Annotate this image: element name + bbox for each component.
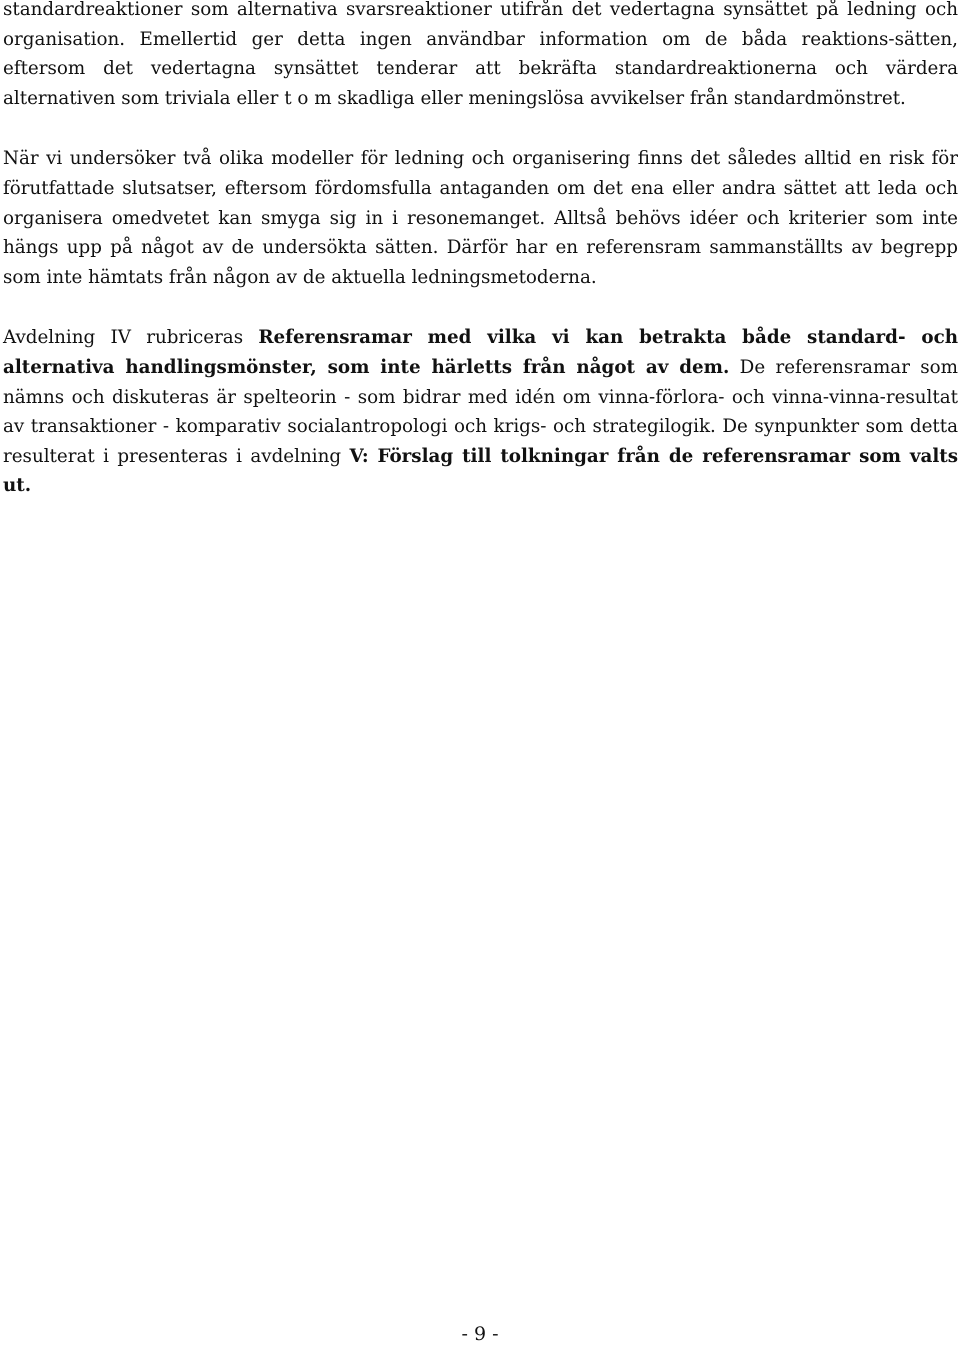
paragraph-1: standardreaktioner som alternativa svarsreaktioner utifrån det vedertagna synsättet på ledning och organisation. Emellertid ger detta ingen användbar information om de båda reaktions-sätten, eftersom det vedertagna synsättet tenderar att bekräfta standardreaktionerna och värdera alternativen som triviala eller t o m skadliga eller meningslösa avvikelser från standardmönstret. (3, 0, 958, 109)
section-v-title: V: Förslag till tolkningar från de referensramar som valts ut. (3, 445, 959, 497)
document-page (3, 0, 958, 501)
paragraph-2: När vi undersöker två olika modeller för ledning och organisering finns det således alltid en risk för förutfattade slutsatser, eftersom fördomsfulla antaganden om det ena eller andra sättet att leda och organisera omedvetet kan smyga sig in i resonemanget. Alltså behövs idéer och kriterier som inte hängs upp på något av de undersökta sätten. Därför har en referensram sammanställts av begrepp som inte hämtats från någon av de aktuella ledningsmetoderna. (3, 148, 958, 288)
paragraph-3-intro: Avdelning IV rubriceras (3, 327, 259, 349)
section-iv-title: Referensramar med vilka vi kan betrakta både standard- och alternativa handlingsmönster, som inte härletts från något av dem. (3, 327, 958, 378)
paragraph-3 (3, 323, 958, 501)
page-number: - 9 - (461, 1323, 499, 1345)
paragraph-3-body: De referensramar som nämns och diskuteras är spelteorin - som bidrar med idén om vinna-förlora- och vinna-vinna-resultat av transaktioner - komparativ socialantropologi och krigs- och strategilogik. De synpunkter som detta resulterat i presenteras i avdelning (3, 356, 958, 467)
